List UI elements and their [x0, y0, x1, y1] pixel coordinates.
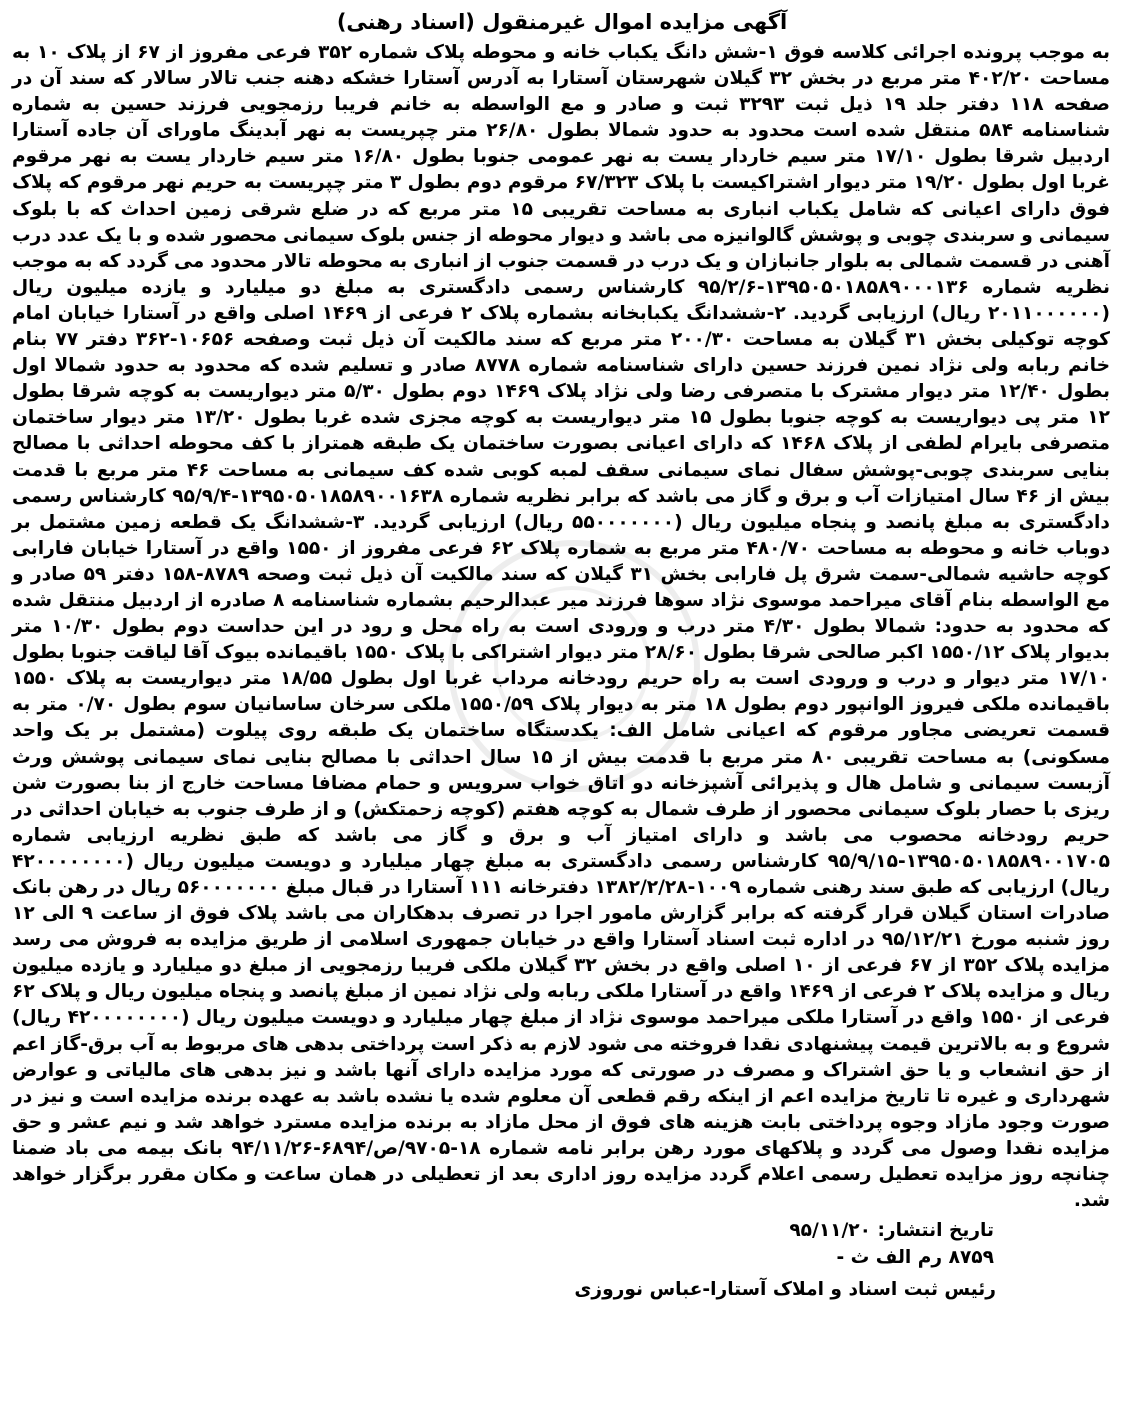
notice-body: به موجب پرونده اجرائی کلاسه فوق ۱-شش دانگ یکباب خانه و محوطه پلاک شماره ۳۵۲ فرعی مفروز از ۶۷ از پلاک ۱۰ به مساحت ۴۰۲/۲۰ متر مربع در بخش ۳۲ گیلان شهرستان آستارا به آدرس آستارا خشکه دهنه جنب تالار سالار که سند آن در صفحه ۱۱۸ دفتر جلد ۱۹ ذیل ثبت ۳۲۹۳ ثبت و صادر و مع الواسطه به خانم فریبا رزمجویی فرزند حسین به شماره شناسنامه ۵۸۴ منتقل شده است محدود به حدود شمالا بطول ۲۶/۸۰ متر چپریست به نهر آبدینگ ماورای آن جاده آستارا اردبیل شرقا بطول ۱۷/۱۰ متر سیم خاردار یست به نهر عمومی جنوبا بطول ۱۶/۸۰ متر سیم خاردار یست به نهر مرقوم غربا اول بطول ۱۹/۲۰ متر دیوار اشتراکیست با پلاک ۶۷/۳۲۳ مرقوم دوم بطول ۳ متر چپریست به حریم نهر مرقوم که پلاک فوق دارای اعیانی که شامل یکباب انباری به مساحت تقریبی ۱۵ متر مربع که در ضلع شرقی زمین احداث که با بلوک سیمانی و سربندی چوبی و پوشش گالوانیزه می باشد و دیوار محوطه از جنس بلوک سیمانی محصور شده و با یک عدد درب آهنی در قسمت شمالی به بلوار جانبازان و یک درب در قسمت جنوب از انباری به محوطه تالار محدود می گردد که به موجب نظریه شماره ۱۳۹۵۰۵۰۱۸۵۸۹۰۰۰۱۳۶-۹۵/۲/۶ کارشناس رسمی دادگستری به مبلغ دو میلیارد و یازده میلیون ریال (۲۰۱۱۰۰۰۰۰۰ ریال) ارزیابی گردید. ۲-ششدانگ یکبابخانه بشماره پلاک ۲ فرعی از ۱۴۶۹ اصلی واقع در آستارا خیابان امام کوچه توکیلی بخش ۳۱ گیلان به مساحت ۲۰۰/۳۰ متر مربع که سند مالکیت آن ذیل ثبت وصفحه ۱۰۶۵۶-۳۶۲ دفتر ۷۷ بنام خانم ربابه ولی نژاد نمین فرزند حسین دارای شناسنامه شماره ۸۷۷۸ صادر و تسلیم شده که محدود به حدود شمالا اول بطول ۱۲/۴۰ متر دیوار مشترک با متصرفی رضا ولی نژاد پلاک ۱۴۶۹ دوم بطول ۵/۳۰ متر دیواریست به کوچه شرقا بطول ۱۲ متر پی دیواریست به کوچه جنوبا بطول ۱۵ متر دیواریست به کوچه مجزی شده غربا بطول ۱۳/۲۰ متر دیوار ساختمان متصرفی بایرام لطفی از پلاک ۱۴۶۸ که دارای اعیانی بصورت ساختمان یک طبقه همتراز با کف محوطه احداثی با مصالح بنایی سربندی چوبی-پوشش سفال نمای سیمانی سقف لمبه کوبی شده کف سیمانی به مساحت ۴۶ متر مربع با قدمت بیش از ۴۶ سال امتیازات آب و برق و گاز می باشد که برابر نظریه شماره ۱۳۹۵۰۵۰۱۸۵۸۹۰۰۱۶۳۸-۹۵/۹/۴ کارشناس رسمی دادگستری به مبلغ پانصد و پنجاه میلیون ریال (۵۵۰۰۰۰۰۰۰ ریال) ارزیابی گردید. ۳-ششدانگ یک قطعه زمین مشتمل بر دوباب خانه و محوطه به مساحت ۴۸۰/۷۰ متر مربع به شماره پلاک ۶۲ فرعی مفروز از ۱۵۵۰ واقع در آستارا خیابان فارابی کوچه حاشیه شمالی-سمت شرق پل فارابی بخش ۳۱ گیلان که سند مالکیت آن ذیل ثبت وصحه ۸۷۸۹-۱۵۸ دفتر ۵۹ صادر و مع الواسطه بنام آقای میراحمد موسوی نژاد سوها فرزند میر عبدالرحیم بشماره شناسنامه ۸ صادره از اردبیل منتقل شده که محدود به حدود: شمالا بطول ۴/۳۰ متر درب و ورودی است به راه محل و رود در این حداست دوم بطول ۱۰/۳۰ متر بدیوار پلاک ۱۵۵۰/۱۲ اکبر صالحی شرقا بطول ۲۸/۶۰ متر دیوار اشتراکی با پلاک ۱۵۵۰ باقیمانده بیوک آقا لیاقت جنوبا بطول ۱۷/۱۰ متر دیوار و درب و ورودی است به راه حریم رودخانه مرداب غربا اول بطول ۱۸/۵۵ متر دیواریست به پلاک ۱۵۵۰ باقیمانده ملکی فیروز الوانپور دوم بطول ۱۸ متر به دیوار پلاک ۱۵۵۰/۵۹ ملکی سرخان ساسانیان سوم بطول ۰/۷۰ متر به قسمت تعریضی مجاور مرقوم که اعیانی شامل الف: یکدستگاه ساختمان یک طبقه روی پیلوت (مشتمل بر یک واحد مسکونی) به مساحت تقریبی ۸۰ متر مربع با قدمت بیش از ۱۵ سال احداثی با مصالح بنایی نمای سیمانی پوشش ورث آزبست سیمانی و شامل هال و پذیرائی آشپزخانه دو اتاق خواب سرویس و حمام مضافا مساحت خارج از بنا بصورت شن ریزی با حصار بلوک سیمانی محصور از طرف شمال به کوچه هفتم (کوچه زحمتکش) و از طرف جنوب به خیابان احداثی در حریم رودخانه محصوب می باشد و دارای امتیاز آب و برق و گاز می باشد که طبق نظریه ارزیابی شماره ۱۳۹۵۰۵۰۱۸۵۸۹۰۰۱۷۰۵-۹۵/۹/۱۵ کارشناس رسمی دادگستری به مبلغ چهار میلیارد و دویست میلیون ریال (۴۲۰۰۰۰۰۰۰۰ ریال) ارزیابی که طبق سند رهنی شماره ۱۰۰۹-۱۳۸۲/۲/۲۸ دفترخانه ۱۱۱ آستارا در قبال مبلغ ۵۶۰۰۰۰۰۰۰ ریال در رهن بانک صادرات استان گیلان قرار گرفته که برابر گزارش مامور اجرا در تصرف بدهکاران می باشد پلاک فوق از ساعت ۹ الی ۱۲ روز شنبه مورخ ۹۵/۱۲/۲۱ در اداره ثبت اسناد آستارا واقع در خیابان جمهوری اسلامی از طریق مزایده به فروش می رسد مزایده پلاک ۳۵۲ از ۶۷ فرعی از ۱۰ اصلی واقع در بخش ۳۲ گیلان ملکی فریبا رزمجویی از مبلغ دو میلیارد و یازده میلیون ریال و مزایده پلاک ۲ فرعی از ۱۴۶۹ واقع در آستارا ملکی ربابه ولی نژاد نمین از مبلغ پانصد و پنجاه میلیون ریال و پلاک ۶۲ فرعی از ۱۵۵۰ واقع در آستارا ملکی میراحمد موسوی نژاد از مبلغ چهار میلیارد و دویست میلیون ریال (۴۲۰۰۰۰۰۰۰۰ ریال) شروع و به بالاترین قیمت پیشنهادی نقدا فروخته می شود لازم به ذکر است پرداختی بدهی های مربوط به آب برق-گاز اعم از حق انشعاب و یا حق اشتراک و مصرف در صورتی که مورد مزایده دارای آنها باشد و نیز بدهی های مالیاتی و عوارض شهرداری و غیره تا تاریخ مزایده اعم از اینکه رقم قطعی آن معلوم شده یا نشده باشد به عهده برنده مزایده است و نیز در صورت وجود مازاد وجوه پرداختی بابت هزینه های فوق از محل مازاد به برنده مزایده مسترد خواهد شد و نیم عشر و حق مزایده نقدا وصول می گردد و پلاکهای مورد رهن برابر نامه شماره ۱۸-۹۷۰۵/ص/۶۸۹۴-۹۴/۱۱/۲۶ بانک بیمه می باد ضمنا چنانچه روز مزایده تعطیل رسمی اعلام گردد مزایده روز اداری بعد از تعطیلی در همان ساعت و مکان مقرر برگزار خواهد شد.: [12, 42, 1111, 1212]
notice-title: آگهی مزایده اموال غیرمنقول (اسناد رهنی): [336, 10, 788, 34]
signer: رئیس ثبت اسناد و املاک آستارا-عباس نوروزی: [574, 1279, 996, 1301]
notice-footer: [8, 1218, 1116, 1304]
notice-code: ۸۷۵۹ رم الف ث -: [836, 1246, 994, 1268]
publish-date: تاریخ انتشار: ۹۵/۱۱/۲۰: [789, 1220, 994, 1242]
auction-notice: [8, 0, 1116, 1425]
